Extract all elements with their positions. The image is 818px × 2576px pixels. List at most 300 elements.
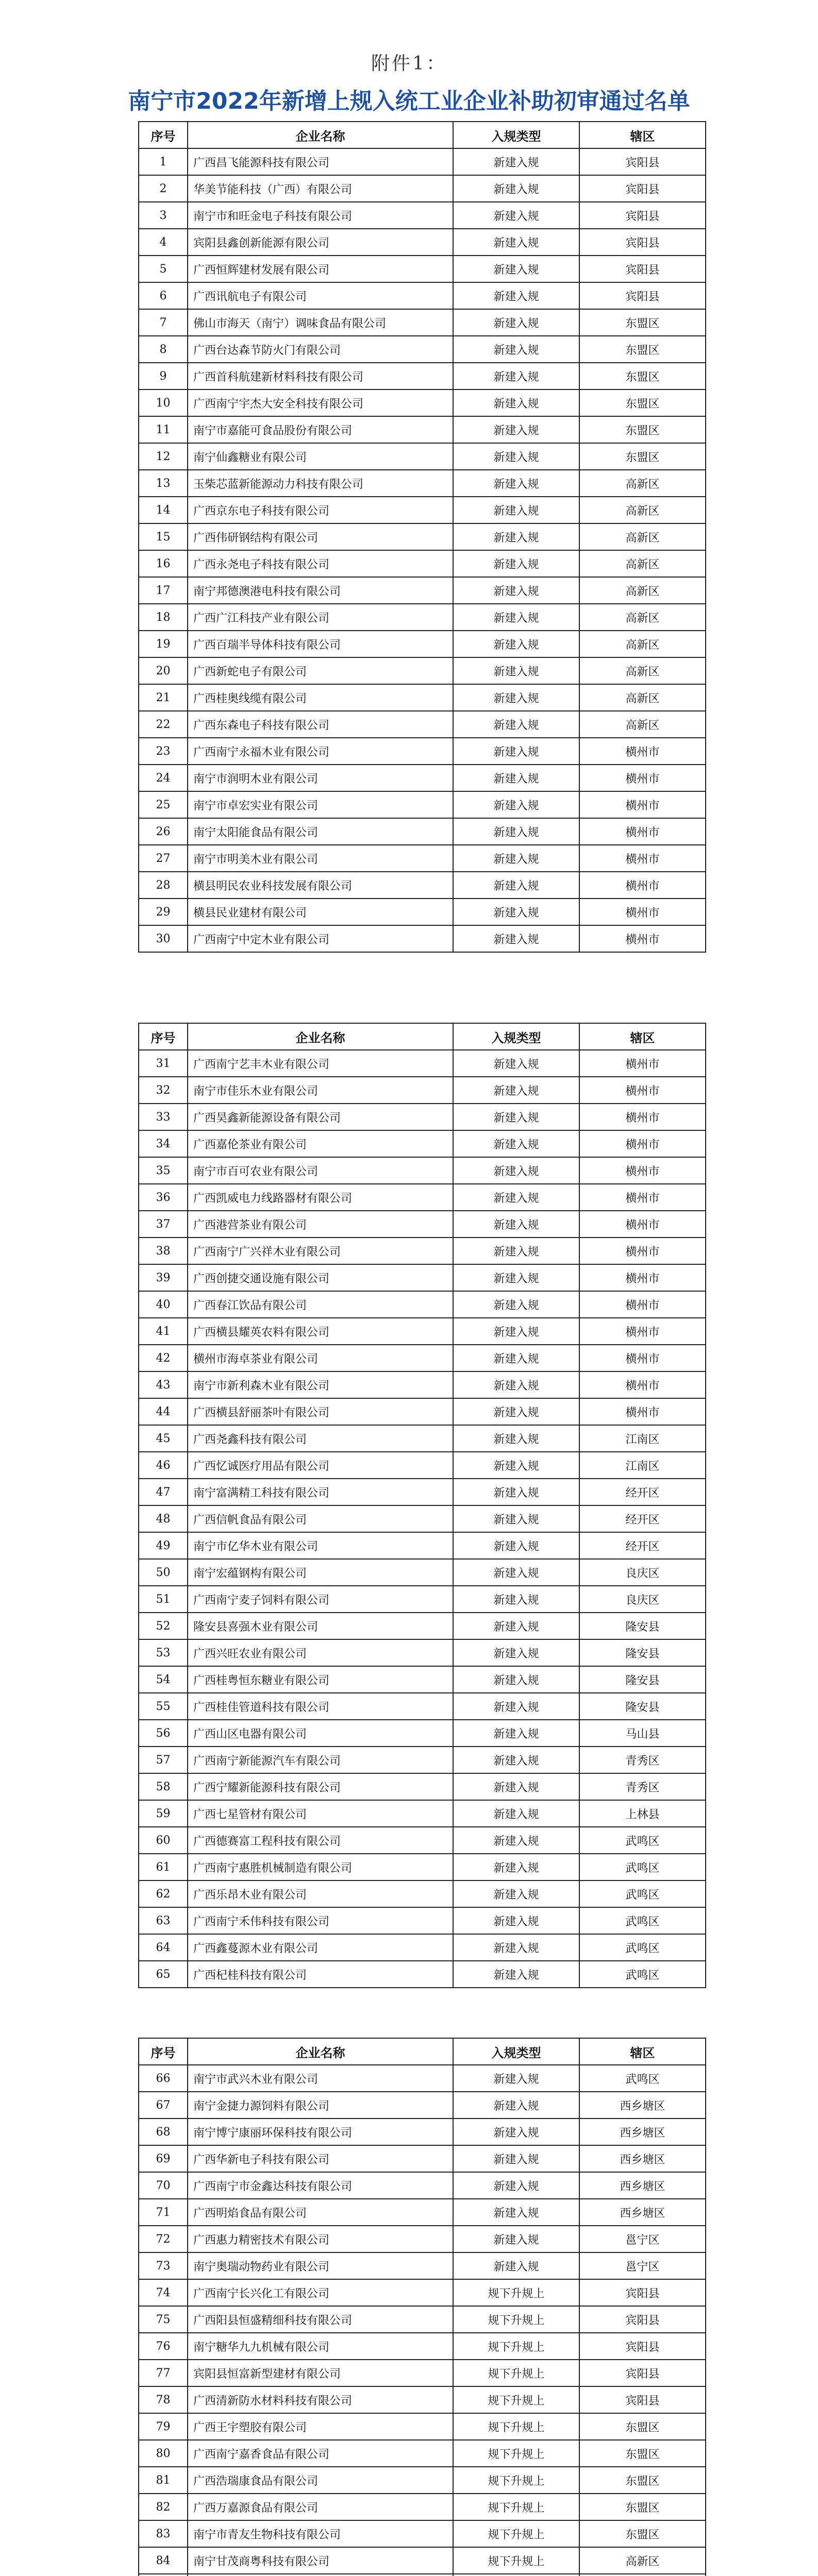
table-row	[139, 872, 706, 899]
cell-type: 规下升规上	[453, 2333, 579, 2360]
cell-no: 80	[139, 2440, 188, 2467]
cell-company: 广西信帆食品有限公司	[188, 1505, 453, 1532]
cell-district: 横州市	[579, 1184, 706, 1211]
cell-no: 55	[139, 1693, 188, 1720]
table-row	[139, 1961, 706, 1988]
table-row	[139, 1318, 706, 1345]
column-header-district: 辖区	[579, 2038, 706, 2065]
cell-no: 75	[139, 2306, 188, 2333]
cell-company: 南宁宏蕴钢构有限公司	[188, 1559, 453, 1586]
cell-no: 48	[139, 1505, 188, 1532]
cell-no: 65	[139, 1961, 188, 1988]
table-row	[139, 2252, 706, 2279]
cell-company: 广西清新防水材料科技有限公司	[188, 2386, 453, 2413]
cell-no: 19	[139, 631, 188, 657]
cell-district: 横州市	[579, 1050, 706, 1077]
table-row	[139, 1934, 706, 1961]
cell-type: 新建入规	[453, 1345, 579, 1371]
cell-company: 南宁糖华九九机械有限公司	[188, 2333, 453, 2360]
cell-no: 21	[139, 684, 188, 711]
table-row	[139, 1425, 706, 1452]
table-row	[139, 1907, 706, 1934]
cell-company: 广西南宁禾伟科技有限公司	[188, 1907, 453, 1934]
cell-no: 63	[139, 1907, 188, 1934]
cell-no: 62	[139, 1880, 188, 1907]
cell-company: 广西南宁市金鑫达科技有限公司	[188, 2172, 453, 2199]
table-row	[139, 1264, 706, 1291]
cell-type: 新建入规	[453, 282, 579, 309]
cell-no: 25	[139, 791, 188, 818]
cell-type: 新建入规	[453, 363, 579, 389]
table-row	[139, 282, 706, 309]
cell-type: 新建入规	[453, 872, 579, 899]
cell-type: 新建入规	[453, 818, 579, 845]
table-row	[139, 2119, 706, 2145]
results-table	[138, 121, 706, 953]
cell-type: 新建入规	[453, 550, 579, 577]
cell-district: 西乡塘区	[579, 2172, 706, 2199]
cell-type: 新建入规	[453, 1238, 579, 1264]
cell-type: 新建入规	[453, 1559, 579, 1586]
cell-district: 高新区	[579, 550, 706, 577]
cell-type: 新建入规	[453, 2065, 579, 2092]
table-row	[139, 684, 706, 711]
cell-company: 广西明焰食品有限公司	[188, 2199, 453, 2226]
cell-no: 59	[139, 1800, 188, 1827]
cell-company: 广西桂粤恒东糖业有限公司	[188, 1666, 453, 1693]
table-row	[139, 256, 706, 282]
cell-no: 71	[139, 2199, 188, 2226]
table-row	[139, 1104, 706, 1130]
table-row	[139, 229, 706, 256]
table-row	[139, 1050, 706, 1077]
cell-type: 新建入规	[453, 497, 579, 523]
table-row	[139, 1800, 706, 1827]
cell-type: 新建入规	[453, 631, 579, 657]
cell-company: 广西乐昂木业有限公司	[188, 1880, 453, 1907]
cell-district: 东盟区	[579, 2467, 706, 2494]
cell-type: 规下升规上	[453, 2520, 579, 2547]
cell-type: 新建入规	[453, 1693, 579, 1720]
cell-type: 新建入规	[453, 1586, 579, 1613]
table-row	[139, 2547, 706, 2574]
cell-no: 83	[139, 2520, 188, 2547]
cell-type: 新建入规	[453, 2145, 579, 2172]
table-row	[139, 2467, 706, 2494]
cell-district: 武鸣区	[579, 1934, 706, 1961]
cell-company: 南宁市和旺金电子科技有限公司	[188, 202, 453, 229]
cell-company: 广西创捷交通设施有限公司	[188, 1264, 453, 1291]
table-row	[139, 550, 706, 577]
cell-company: 南宁市新利森木业有限公司	[188, 1371, 453, 1398]
cell-no: 31	[139, 1050, 188, 1077]
cell-company: 南宁市卓宏实业有限公司	[188, 791, 453, 818]
cell-type: 新建入规	[453, 1880, 579, 1907]
cell-no: 52	[139, 1613, 188, 1639]
cell-company: 广西恒辉建材发展有限公司	[188, 256, 453, 282]
cell-company: 广西鑫蔓源木业有限公司	[188, 1934, 453, 1961]
cell-company: 南宁市佳乐木业有限公司	[188, 1077, 453, 1104]
column-header-no: 序号	[139, 2038, 188, 2065]
cell-company: 广西新蛇电子有限公司	[188, 657, 453, 684]
cell-company: 广西昊鑫新能源设备有限公司	[188, 1104, 453, 1130]
cell-company: 广西南宁新能源汽车有限公司	[188, 1747, 453, 1773]
cell-district: 横州市	[579, 1345, 706, 1371]
column-header-no: 序号	[139, 122, 188, 148]
cell-no: 66	[139, 2065, 188, 2092]
cell-company: 广西七星管材有限公司	[188, 1800, 453, 1827]
cell-no: 50	[139, 1559, 188, 1586]
table-row	[139, 2360, 706, 2386]
cell-no: 6	[139, 282, 188, 309]
table-row	[139, 443, 706, 470]
cell-type: 新建入规	[453, 336, 579, 363]
cell-no: 2	[139, 175, 188, 202]
cell-type: 新建入规	[453, 2172, 579, 2199]
table-row	[139, 1157, 706, 1184]
cell-district: 东盟区	[579, 443, 706, 470]
cell-type: 规下升规上	[453, 2386, 579, 2413]
cell-type: 新建入规	[453, 1639, 579, 1666]
table-row	[139, 363, 706, 389]
table-row	[139, 631, 706, 657]
cell-district: 宾阳县	[579, 148, 706, 175]
cell-company: 广西宁耀新能源科技有限公司	[188, 1773, 453, 1800]
cell-no: 72	[139, 2226, 188, 2252]
table-row	[139, 1693, 706, 1720]
table-header-row	[139, 2038, 706, 2065]
cell-no: 24	[139, 765, 188, 791]
table-row	[139, 2440, 706, 2467]
column-header-company: 企业名称	[188, 2038, 453, 2065]
cell-type: 新建入规	[453, 604, 579, 631]
cell-no: 67	[139, 2092, 188, 2119]
cell-company: 南宁太阳能食品有限公司	[188, 818, 453, 845]
cell-district: 高新区	[579, 2547, 706, 2574]
cell-type: 新建入规	[453, 1961, 579, 1988]
cell-no: 60	[139, 1827, 188, 1854]
cell-type: 新建入规	[453, 1104, 579, 1130]
cell-type: 新建入规	[453, 1720, 579, 1747]
cell-no: 33	[139, 1104, 188, 1130]
cell-no: 53	[139, 1639, 188, 1666]
cell-district: 横州市	[579, 1318, 706, 1345]
table-row	[139, 2494, 706, 2520]
cell-type: 新建入规	[453, 389, 579, 416]
cell-type: 新建入规	[453, 256, 579, 282]
cell-type: 新建入规	[453, 1398, 579, 1425]
cell-type: 规下升规上	[453, 2413, 579, 2440]
cell-type: 新建入规	[453, 1613, 579, 1639]
cell-company: 隆安县喜强木业有限公司	[188, 1613, 453, 1639]
table-row	[139, 1639, 706, 1666]
cell-company: 广西凯威电力线路器材有限公司	[188, 1184, 453, 1211]
table-row	[139, 309, 706, 336]
table-row	[139, 1880, 706, 1907]
cell-district: 武鸣区	[579, 1907, 706, 1934]
cell-company: 广西南宁宇杰大安全科技有限公司	[188, 389, 453, 416]
cell-type: 新建入规	[453, 1130, 579, 1157]
cell-no: 20	[139, 657, 188, 684]
cell-type: 新建入规	[453, 470, 579, 497]
table-row	[139, 1559, 706, 1586]
cell-company: 广西南宁嘉香食品有限公司	[188, 2440, 453, 2467]
cell-district: 宾阳县	[579, 256, 706, 282]
table-row	[139, 577, 706, 604]
cell-company: 广西港营茶业有限公司	[188, 1211, 453, 1238]
table-row	[139, 2279, 706, 2306]
cell-district: 东盟区	[579, 2413, 706, 2440]
cell-no: 17	[139, 577, 188, 604]
cell-type: 新建入规	[453, 1532, 579, 1559]
cell-company: 广西德赛富工程科技有限公司	[188, 1827, 453, 1854]
table-row	[139, 765, 706, 791]
cell-district	[579, 2574, 706, 2576]
cell-company: 华美节能科技（广西）有限公司	[188, 175, 453, 202]
cell-company: 广西伟研钢结构有限公司	[188, 523, 453, 550]
cell-district: 横州市	[579, 1371, 706, 1398]
cell-company: 南宁富满精工科技有限公司	[188, 1479, 453, 1505]
cell-district: 青秀区	[579, 1773, 706, 1800]
cell-district: 高新区	[579, 684, 706, 711]
cell-company: 广西浩瑞康食品有限公司	[188, 2467, 453, 2494]
cell-no: 7	[139, 309, 188, 336]
cell-company: 南宁市武兴木业有限公司	[188, 2065, 453, 2092]
table-header-row	[139, 122, 706, 148]
cell-type: 新建入规	[453, 148, 579, 175]
column-header-company: 企业名称	[188, 122, 453, 148]
cell-no: 78	[139, 2386, 188, 2413]
table-row	[139, 2306, 706, 2333]
cell-no: 44	[139, 1398, 188, 1425]
cell-company: 广西兴旺农业有限公司	[188, 1639, 453, 1666]
table-section-2	[138, 1023, 705, 1988]
table-row	[139, 2199, 706, 2226]
cell-type: 新建入规	[453, 1291, 579, 1318]
cell-no: 57	[139, 1747, 188, 1773]
cell-company: 广西南宁永福木业有限公司	[188, 738, 453, 765]
cell-district: 高新区	[579, 577, 706, 604]
page-title: 南宁市2022年新增上规入统工业企业补助初审通过名单	[128, 88, 690, 114]
cell-type: 规下升规上	[453, 2306, 579, 2333]
cell-company: 广西昌飞能源科技有限公司	[188, 148, 453, 175]
cell-company: 横县明民农业科技发展有限公司	[188, 872, 453, 899]
cell-district: 东盟区	[579, 2520, 706, 2547]
cell-type: 新建入规	[453, 1077, 579, 1104]
cell-type: 新建入规	[453, 1425, 579, 1452]
table-row	[139, 1371, 706, 1398]
cell-district: 经开区	[579, 1532, 706, 1559]
cell-type: 新建入规	[453, 1854, 579, 1880]
attachment-label: 附件1：	[371, 53, 447, 74]
cell-type: 新建入规	[453, 791, 579, 818]
cell-no: 1	[139, 148, 188, 175]
cell-district: 宾阳县	[579, 2306, 706, 2333]
cell-no: 18	[139, 604, 188, 631]
table-row	[139, 845, 706, 872]
cell-type	[453, 2574, 579, 2576]
results-table	[138, 1023, 706, 1988]
cell-no: 64	[139, 1934, 188, 1961]
column-header-district: 辖区	[579, 1023, 706, 1050]
cell-company: 广西南宁中定木业有限公司	[188, 925, 453, 952]
cell-district: 高新区	[579, 657, 706, 684]
cell-company: 南宁市明美木业有限公司	[188, 845, 453, 872]
cell-type: 新建入规	[453, 1505, 579, 1532]
cell-no: 49	[139, 1532, 188, 1559]
cell-company: 广西南宁麦子饲料有限公司	[188, 1586, 453, 1613]
cell-company: 横县民业建材有限公司	[188, 899, 453, 925]
cell-type: 新建入规	[453, 1211, 579, 1238]
cell-no: 43	[139, 1371, 188, 1398]
cell-district: 武鸣区	[579, 2065, 706, 2092]
cell-no: 41	[139, 1318, 188, 1345]
cell-company: 广西惠力精密技术有限公司	[188, 2226, 453, 2252]
cell-no: 69	[139, 2145, 188, 2172]
table-section-3	[138, 2038, 705, 2576]
table-row	[139, 1854, 706, 1880]
table-row	[139, 470, 706, 497]
cell-no: 51	[139, 1586, 188, 1613]
cell-type: 新建入规	[453, 1050, 579, 1077]
cell-type: 新建入规	[453, 202, 579, 229]
cell-company: 广西春江饮品有限公司	[188, 1291, 453, 1318]
cell-no: 38	[139, 1238, 188, 1264]
cell-company: 南宁博宁康丽环保科技有限公司	[188, 2119, 453, 2145]
cell-no: 32	[139, 1077, 188, 1104]
table-row	[139, 1505, 706, 1532]
cell-district: 上林县	[579, 1800, 706, 1827]
cell-type: 规下升规上	[453, 2360, 579, 2386]
cell-type: 新建入规	[453, 657, 579, 684]
cell-company: 南宁市嘉能可食品股份有限公司	[188, 416, 453, 443]
cell-district: 东盟区	[579, 363, 706, 389]
cell-no: 12	[139, 443, 188, 470]
cell-no: 34	[139, 1130, 188, 1157]
table-section-1	[138, 121, 705, 953]
cell-no: 74	[139, 2279, 188, 2306]
cell-type: 新建入规	[453, 577, 579, 604]
cell-district: 邕宁区	[579, 2252, 706, 2279]
cell-district: 高新区	[579, 631, 706, 657]
cell-no: 36	[139, 1184, 188, 1211]
cell-no: 35	[139, 1157, 188, 1184]
table-row	[139, 1666, 706, 1693]
cell-type: 新建入规	[453, 845, 579, 872]
cell-district: 横州市	[579, 1291, 706, 1318]
cell-no: 73	[139, 2252, 188, 2279]
cell-company: 广西讯航电子有限公司	[188, 282, 453, 309]
table-row	[139, 2413, 706, 2440]
cell-district: 宾阳县	[579, 175, 706, 202]
table-header-row	[139, 1023, 706, 1050]
cell-district: 武鸣区	[579, 1854, 706, 1880]
table-row	[139, 2574, 706, 2576]
cell-type: 新建入规	[453, 925, 579, 952]
cell-district: 良庆区	[579, 1559, 706, 1586]
table-row	[139, 1479, 706, 1505]
table-row	[139, 1747, 706, 1773]
cell-company: 南宁金捷力源饲料有限公司	[188, 2092, 453, 2119]
cell-company: 广西南宁艺丰木业有限公司	[188, 1050, 453, 1077]
cell-no: 13	[139, 470, 188, 497]
cell-company: 宾阳县鑫创新能源有限公司	[188, 229, 453, 256]
cell-company: 南宁邦德澳港电科技有限公司	[188, 577, 453, 604]
cell-district: 西乡塘区	[579, 2199, 706, 2226]
cell-district: 邕宁区	[579, 2226, 706, 2252]
cell-company: 广西王宇塑胶有限公司	[188, 2413, 453, 2440]
cell-no: 28	[139, 872, 188, 899]
table-row	[139, 523, 706, 550]
cell-district: 宾阳县	[579, 2386, 706, 2413]
cell-no: 27	[139, 845, 188, 872]
cell-type: 新建入规	[453, 523, 579, 550]
table-row	[139, 1184, 706, 1211]
table-row	[139, 604, 706, 631]
cell-no: 61	[139, 1854, 188, 1880]
cell-company: 宾阳县恒富新型建材有限公司	[188, 2360, 453, 2386]
cell-company: 广西嘉伦茶业有限公司	[188, 1130, 453, 1157]
cell-type: 新建入规	[453, 1800, 579, 1827]
table-row	[139, 497, 706, 523]
cell-no: 29	[139, 899, 188, 925]
cell-type: 新建入规	[453, 1747, 579, 1773]
table-row	[139, 2520, 706, 2547]
cell-no: 82	[139, 2494, 188, 2520]
table-row	[139, 738, 706, 765]
cell-company: 广西台达森节防火门有限公司	[188, 336, 453, 363]
table-row	[139, 2065, 706, 2092]
cell-type: 新建入规	[453, 1907, 579, 1934]
cell-district: 横州市	[579, 738, 706, 765]
cell-company: 广西京东电子科技有限公司	[188, 497, 453, 523]
cell-no: 9	[139, 363, 188, 389]
cell-district: 宾阳县	[579, 202, 706, 229]
cell-company: 南宁市百可农业有限公司	[188, 1157, 453, 1184]
cell-no: 8	[139, 336, 188, 363]
column-header-district: 辖区	[579, 122, 706, 148]
cell-district: 宾阳县	[579, 2279, 706, 2306]
cell-district: 高新区	[579, 470, 706, 497]
cell-type: 新建入规	[453, 175, 579, 202]
cell-type: 新建入规	[453, 738, 579, 765]
cell-type: 新建入规	[453, 229, 579, 256]
cell-no: 10	[139, 389, 188, 416]
cell-type: 新建入规	[453, 765, 579, 791]
cell-no: 39	[139, 1264, 188, 1291]
column-header-type: 入规类型	[453, 1023, 579, 1050]
cell-district: 横州市	[579, 1077, 706, 1104]
cell-no: 15	[139, 523, 188, 550]
cell-type: 新建入规	[453, 1666, 579, 1693]
table-row	[139, 1720, 706, 1747]
cell-district: 东盟区	[579, 2440, 706, 2467]
table-row	[139, 336, 706, 363]
table-row	[139, 818, 706, 845]
cell-type: 新建入规	[453, 1479, 579, 1505]
cell-district: 宾阳县	[579, 229, 706, 256]
cell-no: 79	[139, 2413, 188, 2440]
cell-district: 隆安县	[579, 1693, 706, 1720]
cell-company: 玉柴芯蓝新能源动力科技有限公司	[188, 470, 453, 497]
cell-type: 规下升规上	[453, 2279, 579, 2306]
table-row	[139, 1773, 706, 1800]
cell-district: 横州市	[579, 765, 706, 791]
cell-district: 东盟区	[579, 2494, 706, 2520]
cell-no: 56	[139, 1720, 188, 1747]
cell-company: 广西万嘉源食品有限公司	[188, 2494, 453, 2520]
cell-district: 横州市	[579, 845, 706, 872]
